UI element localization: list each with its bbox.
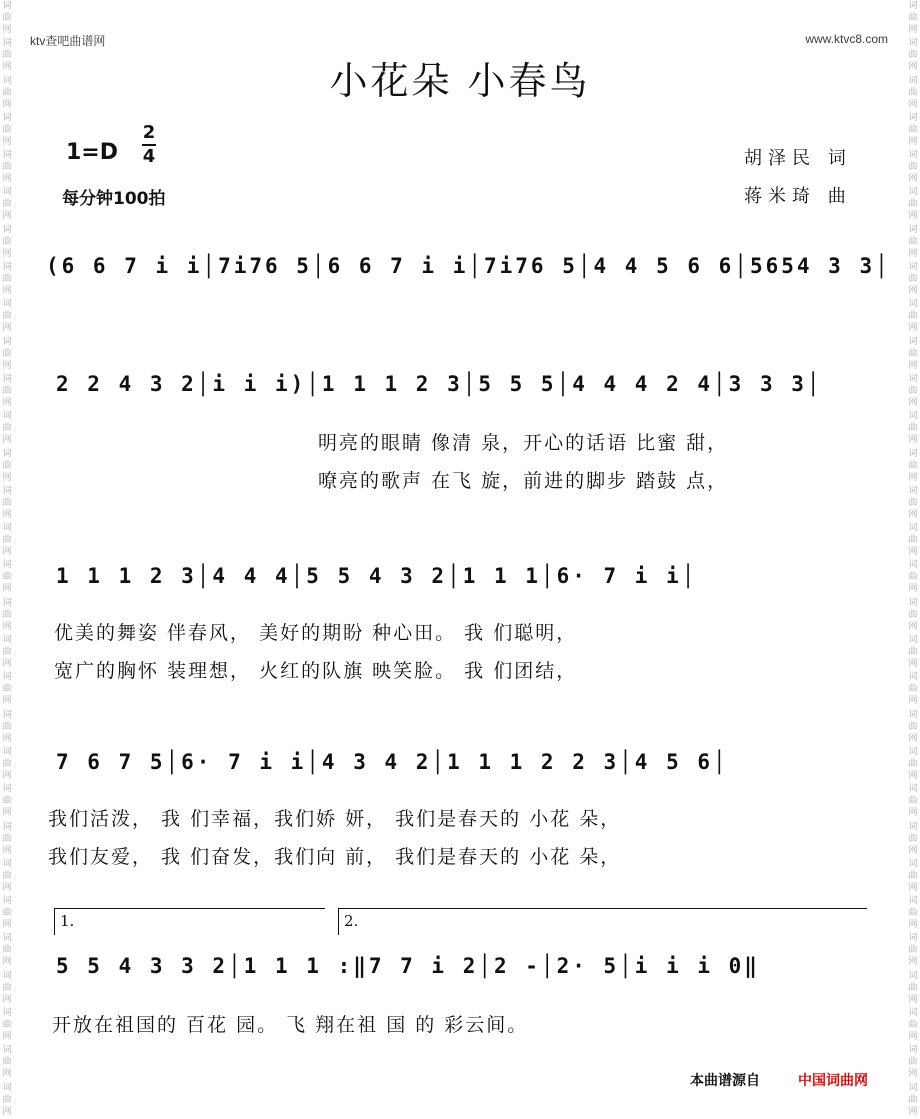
side-watermark-char: 曲: [908, 199, 918, 210]
side-watermark-char: 网: [908, 397, 918, 408]
side-watermark-char: 词: [2, 672, 12, 683]
side-watermark-char: 词: [908, 1, 918, 11]
side-watermark-char: 词: [2, 746, 12, 757]
lyricist-credit: 胡泽民 词: [744, 148, 852, 169]
side-watermark-char: 曲: [908, 87, 918, 98]
side-watermark-char: 曲: [2, 647, 12, 658]
side-watermark-char: 词: [2, 75, 12, 86]
side-watermark-char: 网: [908, 733, 918, 744]
side-watermark-char: 曲: [2, 982, 12, 993]
source-label: 本曲谱源自: [690, 1073, 760, 1089]
first-ending-label: 1.: [60, 912, 75, 930]
side-watermark-char: 词: [2, 709, 12, 720]
side-watermark-char: 曲: [2, 311, 12, 322]
side-watermark-char: 网: [2, 920, 12, 931]
side-watermark-char: 曲: [2, 833, 12, 844]
side-watermark-char: 曲: [908, 833, 918, 844]
side-watermark-char: 网: [908, 174, 918, 185]
side-watermark-char: 词: [908, 262, 918, 273]
score-row-3: 1 1 1 2 3│4 4 4│5 5 4 3 2│1 1 1│6· 7 i i│: [56, 564, 698, 588]
side-watermark-char: 曲: [2, 460, 12, 471]
side-watermark-char: 曲: [2, 572, 12, 583]
side-watermark-char: 曲: [2, 274, 12, 285]
side-watermark-char: 网: [908, 994, 918, 1005]
side-watermark-char: 曲: [2, 348, 12, 359]
side-watermark-char: 词: [2, 821, 12, 832]
side-watermark-char: 网: [2, 1032, 12, 1043]
side-watermark-char: 网: [908, 882, 918, 893]
side-watermark-char: 网: [908, 62, 918, 73]
side-watermark-char: 网: [908, 957, 918, 968]
side-watermark-char: 曲: [908, 162, 918, 173]
side-watermark-char: 曲: [908, 13, 918, 23]
side-watermark-char: 网: [908, 808, 918, 819]
site-label-left: ktv查吧曲谱网: [30, 34, 106, 48]
side-watermark-char: 词: [2, 38, 12, 49]
site-label-right: www.ktvc8.com: [805, 32, 888, 46]
side-watermark-char: 网: [2, 286, 12, 297]
side-watermark-char: 网: [908, 1069, 918, 1080]
side-watermark-char: 网: [2, 733, 12, 744]
side-watermark-char: 词: [908, 150, 918, 161]
lyric-row-4-verse-2: 我们友爱， 我 们奋发，我们向 前， 我们是春天的 小花 朵，: [48, 846, 622, 868]
side-watermark-char: 曲: [908, 460, 918, 471]
side-watermark-char: 网: [908, 25, 918, 35]
time-denominator: 4: [142, 146, 156, 167]
side-watermark-char: 网: [2, 472, 12, 483]
time-numerator: 2: [142, 122, 156, 143]
side-watermark-char: 词: [2, 1045, 12, 1056]
key-signature: 1=D: [66, 140, 119, 165]
side-watermark-char: 网: [2, 659, 12, 670]
side-watermark-char: 词: [2, 560, 12, 571]
side-watermark-char: 词: [908, 187, 918, 198]
side-watermark-left: [0, 0, 14, 1119]
score-row-4: 7 6 7 5│6· 7 i i│4 3 4 2│1 1 1 2 2 3│4 5 6│: [56, 750, 729, 774]
side-watermark-char: 曲: [2, 758, 12, 769]
side-watermark-char: 网: [908, 360, 918, 371]
side-watermark-char: 网: [908, 845, 918, 856]
side-watermark-char: 词: [2, 523, 12, 534]
side-watermark-char: 网: [2, 136, 12, 147]
side-watermark-char: 网: [908, 920, 918, 931]
side-watermark-char: 曲: [908, 348, 918, 359]
side-watermark-char: 词: [908, 635, 918, 646]
side-watermark-char: 曲: [2, 13, 12, 23]
side-watermark-char: 网: [2, 99, 12, 110]
side-watermark-char: 词: [908, 448, 918, 459]
side-watermark-char: 网: [908, 584, 918, 595]
side-watermark-right: [906, 0, 920, 1119]
time-signature: [142, 124, 156, 166]
side-watermark-char: 词: [908, 523, 918, 534]
side-watermark-char: 词: [908, 672, 918, 683]
lyric-row-2-verse-2: 嘹亮的歌声 在飞 旋，前进的脚步 踏鼓 点，: [318, 470, 729, 492]
side-watermark-char: 曲: [908, 1094, 918, 1105]
score-row-1: (6 6 7 i i│7i76 5│6 6 7 i i│7i76 5│4 4 5 6 6│5654 3 3│: [46, 254, 891, 278]
side-watermark-char: 网: [908, 659, 918, 670]
side-watermark-char: 曲: [908, 50, 918, 61]
side-watermark-char: 网: [2, 211, 12, 222]
side-watermark-char: 曲: [908, 758, 918, 769]
score-row-5: 5 5 4 3 3 2│1 1 1 :‖7 7 i 2│2 -│2· 5│i i i 0‖: [56, 954, 760, 978]
side-watermark-char: 词: [908, 784, 918, 795]
side-watermark-char: 曲: [2, 609, 12, 620]
side-watermark-char: 网: [2, 1106, 12, 1117]
side-watermark-char: 曲: [2, 684, 12, 695]
side-watermark-char: 词: [2, 187, 12, 198]
side-watermark-char: 词: [908, 411, 918, 422]
side-watermark-char: 网: [908, 696, 918, 707]
side-watermark-char: 网: [2, 770, 12, 781]
side-watermark-char: 曲: [908, 796, 918, 807]
side-watermark-char: 曲: [2, 945, 12, 956]
side-watermark-char: 词: [908, 224, 918, 235]
side-watermark-char: 词: [908, 112, 918, 123]
side-watermark-char: 网: [2, 323, 12, 334]
side-watermark-char: 曲: [908, 982, 918, 993]
side-watermark-char: 词: [908, 485, 918, 496]
side-watermark-char: 词: [908, 75, 918, 86]
side-watermark-char: 网: [2, 957, 12, 968]
side-watermark-char: 网: [908, 286, 918, 297]
side-watermark-char: 曲: [908, 423, 918, 434]
lyric-row-5: 开放在祖国的 百花 园。 飞 翔在祖 国 的 彩云间。: [52, 1014, 529, 1036]
side-watermark-char: 曲: [908, 274, 918, 285]
side-watermark-char: 网: [2, 547, 12, 558]
side-watermark-char: 网: [2, 1069, 12, 1080]
composer-credit: 蒋米琦 曲: [744, 186, 852, 207]
side-watermark-char: 网: [908, 509, 918, 520]
side-watermark-char: 曲: [908, 1057, 918, 1068]
side-watermark-char: 曲: [2, 535, 12, 546]
side-watermark-char: 词: [2, 150, 12, 161]
side-watermark-char: 曲: [908, 647, 918, 658]
side-watermark-char: 词: [908, 896, 918, 907]
side-watermark-char: 网: [908, 1032, 918, 1043]
side-watermark-char: 曲: [2, 908, 12, 919]
side-watermark-char: 词: [908, 560, 918, 571]
side-watermark-char: 词: [908, 1045, 918, 1056]
side-watermark-char: 词: [908, 373, 918, 384]
side-watermark-char: 词: [908, 709, 918, 720]
side-watermark-char: 词: [908, 858, 918, 869]
side-watermark-char: 曲: [2, 236, 12, 247]
side-watermark-char: 网: [2, 621, 12, 632]
side-watermark-char: 曲: [2, 50, 12, 61]
side-watermark-char: 网: [2, 584, 12, 595]
side-watermark-char: 词: [908, 933, 918, 944]
side-watermark-char: 词: [908, 970, 918, 981]
side-watermark-char: 词: [908, 821, 918, 832]
side-watermark-char: 网: [2, 174, 12, 185]
side-watermark-char: 词: [908, 1082, 918, 1093]
side-watermark-char: 曲: [908, 609, 918, 620]
source-site-link[interactable]: 中国词曲网: [798, 1073, 868, 1089]
side-watermark-char: 词: [2, 485, 12, 496]
side-watermark-char: 词: [2, 896, 12, 907]
side-watermark-char: 网: [2, 509, 12, 520]
side-watermark-char: 词: [2, 970, 12, 981]
side-watermark-char: 网: [2, 994, 12, 1005]
side-watermark-char: 曲: [908, 535, 918, 546]
side-watermark-char: 曲: [908, 908, 918, 919]
side-watermark-char: 词: [2, 1082, 12, 1093]
side-watermark-char: 词: [2, 299, 12, 310]
second-ending-bracket: [338, 908, 867, 935]
side-watermark-char: 词: [2, 448, 12, 459]
side-watermark-char: 曲: [908, 945, 918, 956]
side-watermark-char: 曲: [908, 236, 918, 247]
side-watermark-char: 曲: [908, 684, 918, 695]
side-watermark-char: 词: [908, 597, 918, 608]
side-watermark-char: 词: [2, 1008, 12, 1019]
tempo-marking: 每分钟100拍: [62, 189, 166, 209]
side-watermark-char: 网: [2, 25, 12, 35]
score-row-2: 2 2 4 3 2│i i i)│1 1 1 2 3│5 5 5│4 4 4 2 4│3 3 3│: [56, 372, 823, 396]
side-watermark-char: 词: [908, 336, 918, 347]
lyric-row-3-verse-2: 宽广的胸怀 装理想， 火红的队旗 映笑脸。 我 们团结，: [54, 660, 578, 682]
side-watermark-char: 网: [908, 1106, 918, 1117]
side-watermark-char: 曲: [2, 162, 12, 173]
side-watermark-char: 词: [2, 597, 12, 608]
side-watermark-char: 词: [2, 224, 12, 235]
side-watermark-char: 词: [2, 411, 12, 422]
side-watermark-char: 网: [908, 136, 918, 147]
side-watermark-char: 词: [2, 336, 12, 347]
side-watermark-char: 词: [2, 858, 12, 869]
lyric-row-3-verse-1: 优美的舞姿 伴春风， 美好的期盼 种心田。 我 们聪明，: [54, 622, 578, 644]
side-watermark-char: 曲: [2, 721, 12, 732]
side-watermark-char: 网: [2, 397, 12, 408]
side-watermark-char: 曲: [908, 124, 918, 135]
first-ending-bracket: [54, 908, 325, 935]
side-watermark-char: 网: [2, 696, 12, 707]
side-watermark-char: 网: [2, 808, 12, 819]
side-watermark-char: 词: [908, 1008, 918, 1019]
side-watermark-char: 网: [908, 323, 918, 334]
side-watermark-char: 曲: [908, 870, 918, 881]
side-watermark-char: 曲: [2, 199, 12, 210]
side-watermark-char: 网: [2, 360, 12, 371]
side-watermark-char: 曲: [908, 572, 918, 583]
side-watermark-char: 曲: [2, 796, 12, 807]
side-watermark-char: 词: [2, 373, 12, 384]
side-watermark-char: 网: [908, 211, 918, 222]
side-watermark-char: 词: [2, 262, 12, 273]
side-watermark-char: 词: [908, 746, 918, 757]
side-watermark-char: 网: [2, 435, 12, 446]
side-watermark-char: 词: [2, 1, 12, 11]
side-watermark-char: 网: [908, 770, 918, 781]
side-watermark-char: 曲: [2, 1057, 12, 1068]
side-watermark-char: 网: [2, 248, 12, 259]
side-watermark-char: 词: [2, 112, 12, 123]
side-watermark-char: 词: [908, 38, 918, 49]
side-watermark-char: 网: [2, 845, 12, 856]
side-watermark-char: 网: [2, 62, 12, 73]
side-watermark-char: 词: [2, 784, 12, 795]
side-watermark-char: 曲: [2, 1094, 12, 1105]
side-watermark-char: 曲: [2, 423, 12, 434]
side-watermark-char: 词: [2, 933, 12, 944]
side-watermark-char: 词: [908, 299, 918, 310]
side-watermark-char: 曲: [908, 1020, 918, 1031]
song-title: 小花朵 小春鸟: [329, 59, 591, 103]
side-watermark-char: 曲: [908, 497, 918, 508]
side-watermark-char: 曲: [2, 87, 12, 98]
side-watermark-char: 网: [908, 435, 918, 446]
second-ending-label: 2.: [344, 912, 359, 930]
side-watermark-char: 词: [2, 635, 12, 646]
side-watermark-char: 曲: [2, 385, 12, 396]
side-watermark-char: 网: [908, 248, 918, 259]
side-watermark-char: 曲: [2, 1020, 12, 1031]
lyric-row-4-verse-1: 我们活泼， 我 们幸福，我们娇 妍， 我们是春天的 小花 朵，: [48, 808, 622, 830]
side-watermark-char: 网: [908, 547, 918, 558]
side-watermark-char: 网: [2, 882, 12, 893]
side-watermark-char: 曲: [908, 721, 918, 732]
side-watermark-char: 网: [908, 621, 918, 632]
side-watermark-char: 曲: [2, 870, 12, 881]
side-watermark-char: 曲: [908, 385, 918, 396]
side-watermark-char: 曲: [2, 497, 12, 508]
side-watermark-char: 网: [908, 99, 918, 110]
side-watermark-char: 曲: [908, 311, 918, 322]
side-watermark-char: 曲: [2, 124, 12, 135]
lyric-row-2-verse-1: 明亮的眼睛 像清 泉，开心的话语 比蜜 甜，: [318, 432, 729, 454]
side-watermark-char: 网: [908, 472, 918, 483]
